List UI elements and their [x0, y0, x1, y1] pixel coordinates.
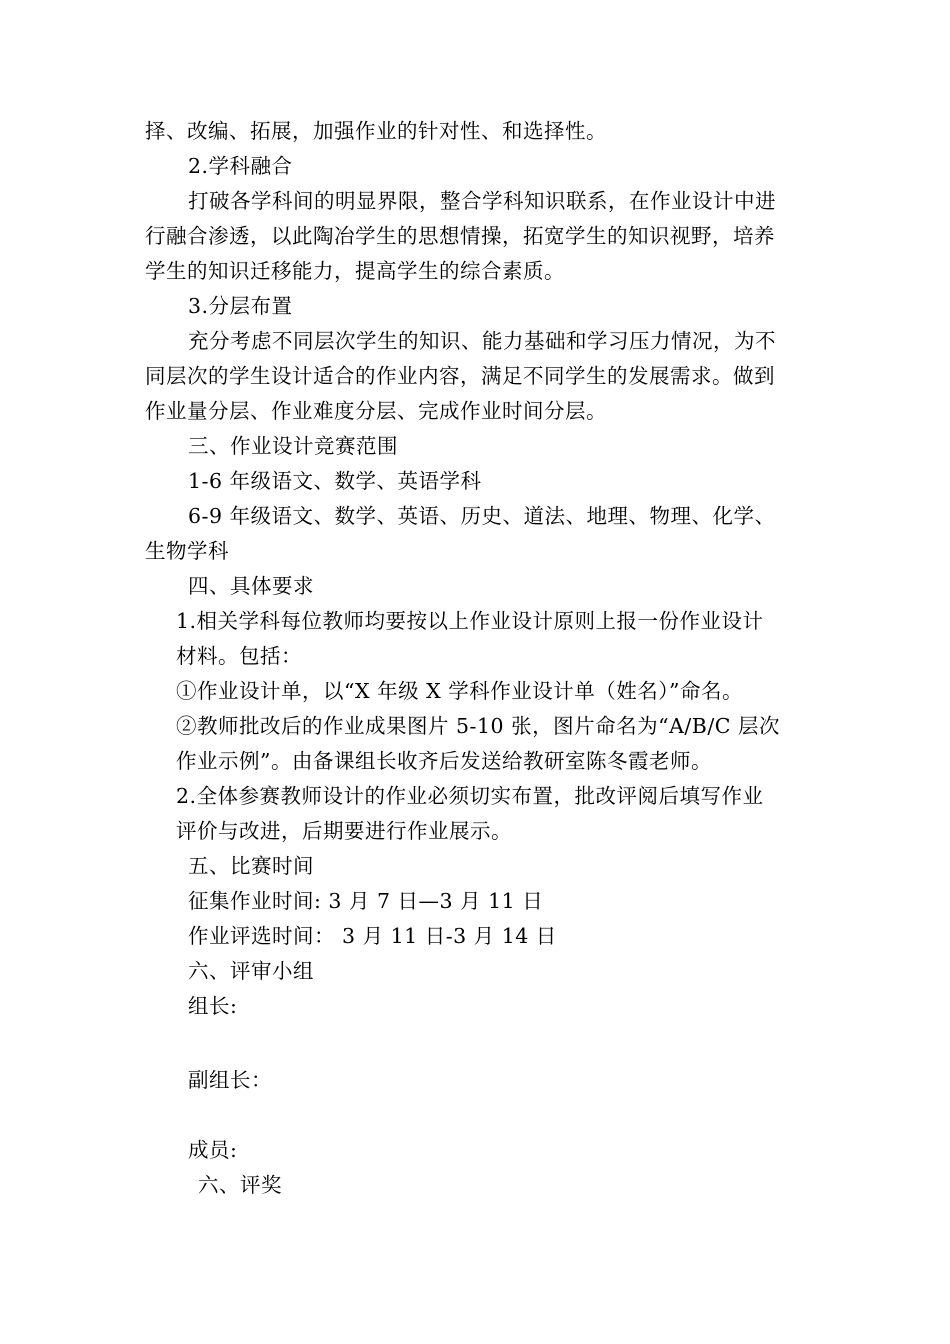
text-line: 行融合渗透，以此陶冶学生的思想情操，拓宽学生的知识视野，培养: [145, 224, 775, 248]
section-heading: 四、具体要求: [188, 574, 314, 598]
text-line: 征集作业时间: 3 月 7 日—3 月 11 日: [188, 889, 544, 913]
text-line: 同层次的学生设计适合的作业内容，满足不同学生的发展需求。做到: [145, 364, 775, 388]
text-line: 打破各学科间的明显界限，整合学科知识联系，在作业设计中进: [188, 189, 776, 213]
text-line: 评价与改进，后期要进行作业展示。: [176, 819, 512, 843]
text-line: 6-9 年级语文、数学、英语、历史、道法、地理、物理、化学、: [188, 504, 776, 528]
text-line: 1-6 年级语文、数学、英语学科: [188, 469, 482, 493]
text-line: 成员:: [188, 1138, 238, 1162]
text-line: 1.相关学科每位教师均要按以上作业设计原则上报一份作业设计: [176, 609, 764, 633]
text-line: 学生的知识迁移能力，提高学生的综合素质。: [145, 259, 565, 283]
text-line: 作业示例”。由备课组长收齐后发送给教研室陈冬霞老师。: [176, 749, 712, 773]
text-line: 2.全体参赛教师设计的作业必须切实布置，批改评阅后填写作业: [176, 784, 764, 808]
text-line: ②教师批改后的作业成果图片 5-10 张，图片命名为“A/B/C 层次: [176, 714, 780, 738]
section-heading: 六、评审小组: [188, 959, 314, 983]
text-line: 副组长：: [188, 1068, 272, 1092]
text-line: ①作业设计单，以“X 年级 X 学科作业设计单（姓名）”命名。: [176, 679, 743, 703]
text-line: 择、改编、拓展，加强作业的针对性、和选择性。: [145, 119, 607, 143]
section-heading: 三、作业设计竞赛范围: [188, 434, 398, 458]
section-heading: 2.学科融合: [188, 154, 293, 178]
text-line: 组长:: [188, 994, 238, 1018]
text-line: 作业评选时间： 3 月 11 日-3 月 14 日: [188, 924, 557, 948]
text-line: 作业量分层、作业难度分层、完成作业时间分层。: [145, 399, 607, 423]
text-line: 生物学科: [145, 539, 229, 563]
section-heading: 五、比赛时间: [188, 854, 314, 878]
section-heading: 六、评奖: [198, 1173, 282, 1197]
text-line: 充分考虑不同层次学生的知识、能力基础和学习压力情况，为不: [188, 329, 776, 353]
text-line: 材料。包括：: [176, 644, 302, 668]
section-heading: 3.分层布置: [188, 294, 293, 318]
